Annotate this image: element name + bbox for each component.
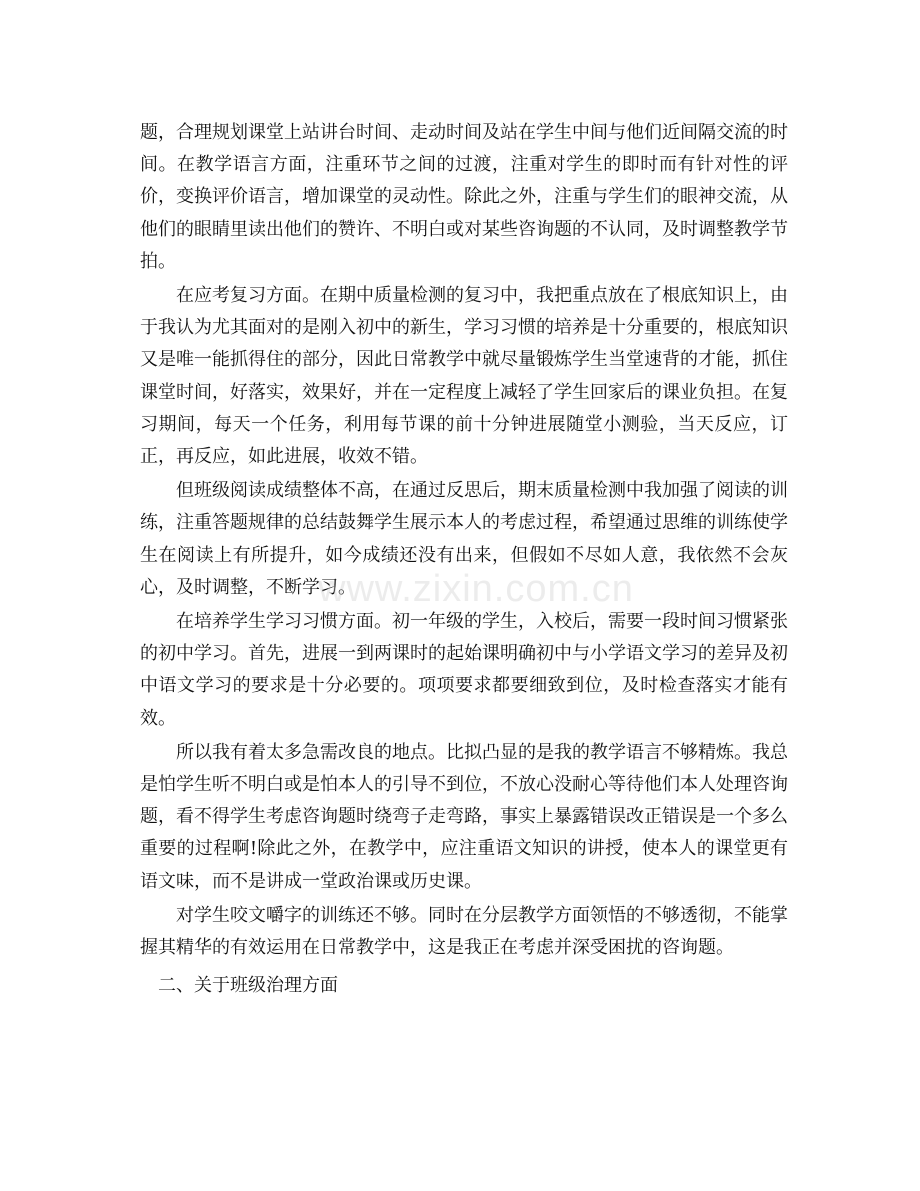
document-body xyxy=(140,117,788,1004)
paragraph-6: 对学生咬文嚼字的训练还不够。同时在分层教学方面领悟的不够透彻，不能掌握其精华的有效运用在日常教学中，这是我正在考虑并深受困扰的咨询题。 xyxy=(140,904,788,959)
paragraph-3: 但班级阅读成绩整体不高，在通过反思后，期末质量检测中我加强了阅读的训练，注重答题规律的总结鼓舞学生展示本人的考虑过程，希望通过思维的训练使学生在阅读上有所提升，如今成绩还没有出来，但假如不尽如人意，我依然不会灰心，及时调整，不断学习。 xyxy=(140,480,788,598)
section-heading: 二、关于班级治理方面 xyxy=(158,975,338,997)
paragraph-1: 题，合理规划课堂上站讲台时间、走动时间及站在学生中间与他们近间隔交流的时间。在教学语言方面，注重环节之间的过渡，注重对学生的即时而有针对性的评价，变换评价语言，增加课堂的灵动性。除此之外，注重与学生们的眼神交流，从他们的眼睛里读出他们的赞许、不明白或对某些咨询题的不认同，及时调整教学节拍。 xyxy=(140,122,788,272)
watermark: www.zixin.com.cn xyxy=(318,568,634,610)
paragraph-2: 在应考复习方面。在期中质量检测的复习中，我把重点放在了根底知识上，由于我认为尤其面对的是刚入初中的新生，学习习惯的培养是十分重要的，根底知识又是唯一能抓得住的部分，因此日常教学中就尽量锻炼学生当堂速背的才能，抓住课堂时间，好落实，效果好，并在一定程度上减轻了学生回家后的课业负担。在复习期间，每天一个任务，利用每节课的前十分钟进展随堂小测验，当天反应，订正，再反应，如此进展，收效不错。 xyxy=(140,285,788,468)
paragraph-4: 在培养学生学习习惯方面。初一年级的学生，入校后，需要一段时间习惯紧张的初中学习。首先，进展一到两课时的起始课明确初中与小学语文学习的差异及初中语文学习的要求是十分必要的。项项要求都要细致到位，及时检查落实才能有效。 xyxy=(140,611,788,729)
paragraph-5: 所以我有着太多急需改良的地点。比拟凸显的是我的教学语言不够精炼。我总是怕学生听不明白或是怕本人的引导不到位，不放心没耐心等待他们本人处理咨询题，看不得学生考虑咨询题时绕弯子走弯路，事实上暴露错误改正错误是一个多么重要的过程啊!除此之外，在教学中，应注重语文知识的讲授，使本人的课堂更有语文味，而不是讲成一堂政治课或历史课。 xyxy=(140,741,788,892)
